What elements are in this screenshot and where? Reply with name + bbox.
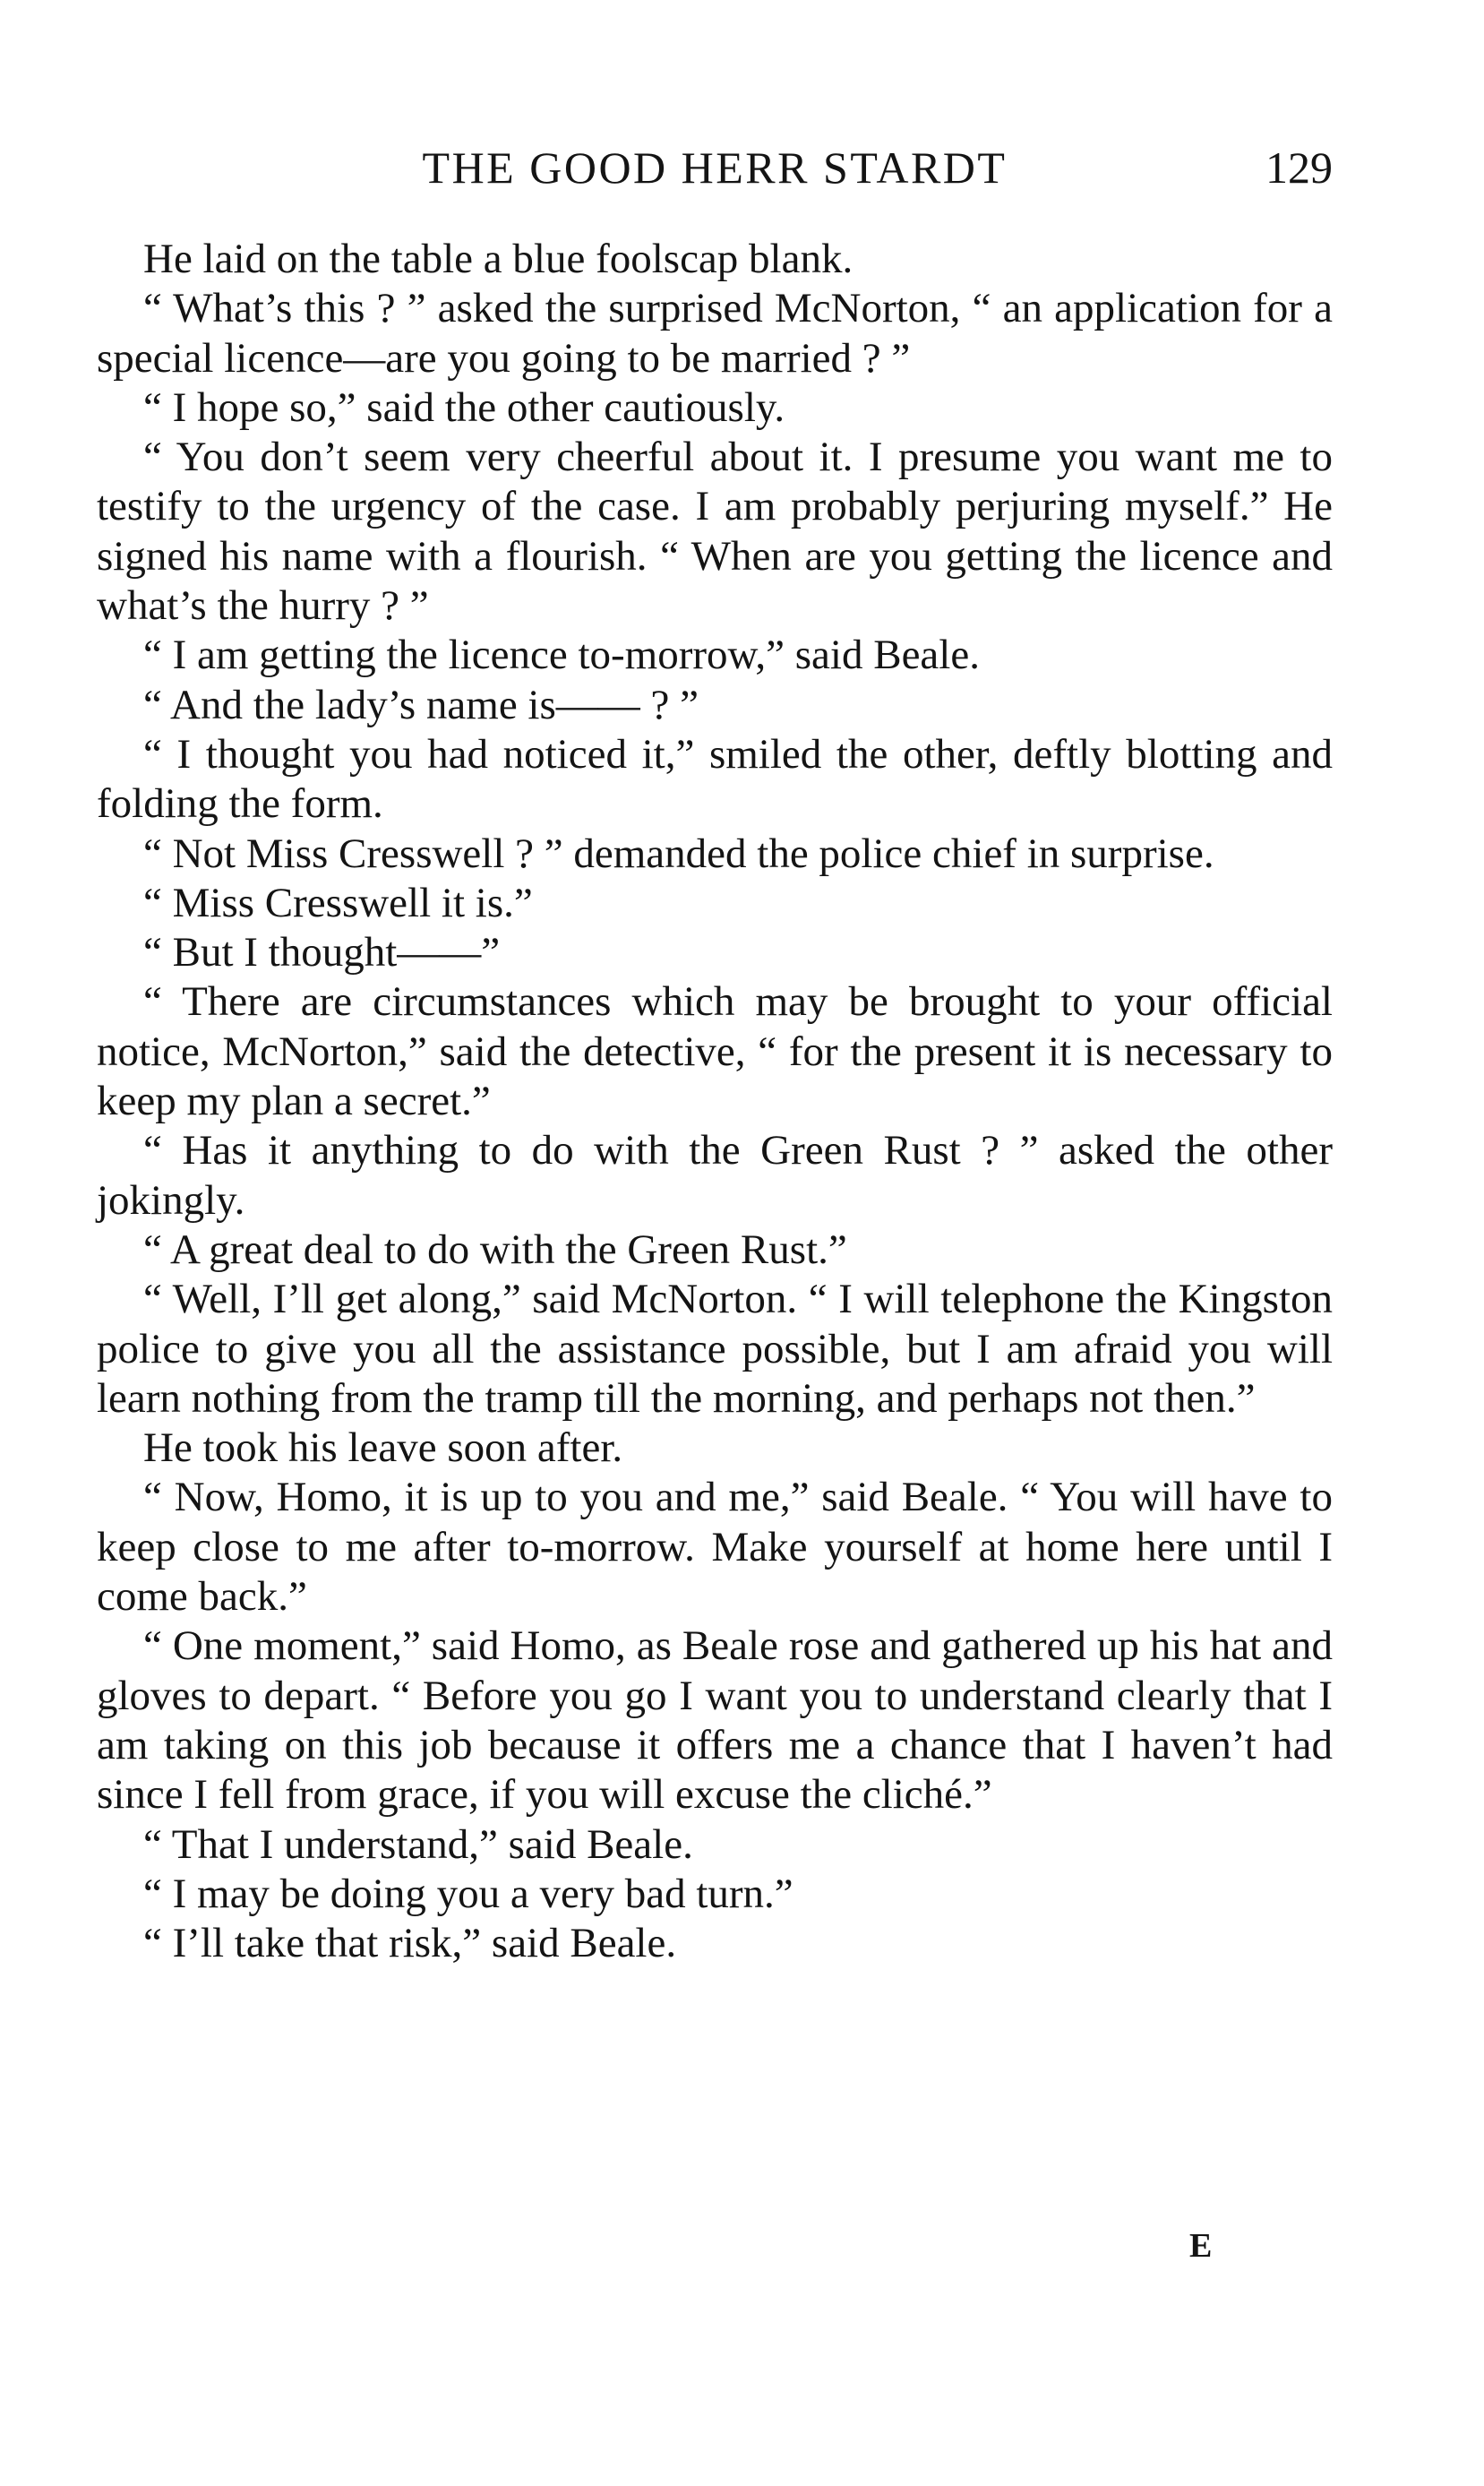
paragraph: “ Well, I’ll get along,” said McNorton. “ I will telephone the Kingston police to give you all the assistance possible, but I am afraid you will learn nothing from the tramp till the morning, and perhaps not then.” — [97, 1276, 1333, 1422]
paragraph: “ Now, Homo, it is up to you and me,” said Beale. “ You will have to keep close to me after to-morrow. Make yourself at home here until I come back.” — [97, 1474, 1333, 1621]
body-text — [97, 235, 1333, 1968]
paragraph: “ What’s this ? ” asked the surprised McNorton, “ an application for a special licence—are you going to be married ? ” — [97, 285, 1333, 382]
paragraph: “ Miss Cresswell it is.” — [143, 879, 533, 926]
paragraph: He took his leave soon after. — [143, 1424, 623, 1472]
page-number: 129 — [1265, 142, 1333, 193]
paragraph: “ One moment,” said Homo, as Beale rose and gathered up his hat and gloves to depart. “ Before you go I want you to understand clearly that I am taking on this job because it offers me a chance that I haven’t had since I fell from grace, if you will excuse the cliché.” — [97, 1622, 1333, 1819]
printer-signature-mark: E — [1189, 2227, 1213, 2265]
paragraph: “ That I understand,” said Beale. — [143, 1820, 693, 1868]
paragraph: “ I thought you had noticed it,” smiled the other, deftly blotting and folding the form. — [97, 730, 1333, 828]
paragraph: “ Not Miss Cresswell ? ” demanded the police chief in surprise. — [143, 830, 1214, 877]
paragraph: “ I may be doing you a very bad turn.” — [143, 1870, 793, 1917]
paragraph: “ Has it anything to do with the Green Rust ? ” asked the other jokingly. — [97, 1127, 1333, 1224]
paragraph: “ A great deal to do with the Green Rust.” — [143, 1226, 847, 1273]
paragraph: “ And the lady’s name is—— ? ” — [143, 681, 699, 728]
paragraph: He laid on the table a blue foolscap blank. — [143, 236, 854, 282]
running-head — [97, 136, 1333, 199]
paragraph: “ I am getting the licence to-morrow,” said Beale. — [143, 632, 980, 679]
paragraph: “ But I thought——” — [143, 929, 501, 976]
running-title: THE GOOD HERR STARDT — [422, 142, 1008, 193]
paragraph: “ I’ll take that risk,” said Beale. — [143, 1920, 677, 1967]
paragraph: “ I hope so,” said the other cautiously. — [143, 383, 785, 431]
paragraph: “ You don’t seem very cheerful about it. I presume you want me to testify to the urgency of the case. I am probably perjuring myself.” He signed his name with a flourish. “ When are you getting the licence and what’s the hurry ? ” — [97, 434, 1333, 630]
paragraph: “ There are circumstances which may be brought to your official notice, McNorton,” said the detective, “ for the present it is necessary to keep my plan a secret.” — [97, 978, 1333, 1125]
